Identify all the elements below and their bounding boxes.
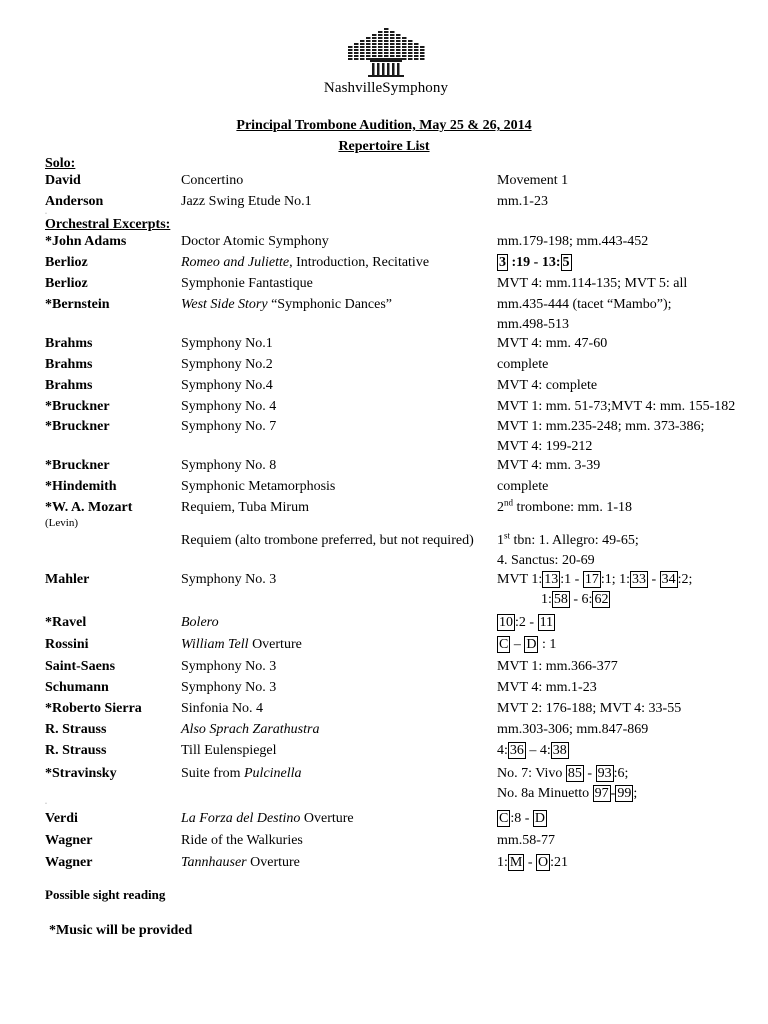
rehearsal-mark: C (499, 637, 509, 652)
composer: *Bernstein (45, 297, 110, 312)
document-title: Principal Trombone Audition, May 25 & 26, 2014 (236, 118, 532, 133)
excerpt-text: – 4: (525, 743, 551, 758)
repertoire-row (0, 458, 768, 478)
repertoire-row (0, 357, 768, 377)
composer: Verdi (45, 811, 78, 826)
work-title: Till Eulenspiegel (181, 743, 277, 758)
work-title: Sinfonia No. 4 (181, 701, 264, 716)
work-title: Ride of the Walkuries (181, 833, 303, 848)
composer: Wagner (45, 855, 93, 870)
excerpt-continued: 4. Sanctus: 20-69 (497, 553, 595, 568)
rehearsal-mark: 58 (553, 592, 568, 607)
work-title-italic: Romeo and Juliette (181, 255, 290, 270)
rehearsal-mark: 17 (584, 572, 599, 587)
rehearsal-mark: 13 (544, 572, 559, 587)
excerpt-text: :2; (677, 572, 693, 587)
repertoire-row (0, 479, 768, 499)
note-sight-reading: Possible sight reading (45, 887, 166, 902)
excerpt: MVT 1: mm.235-248; mm. 373-386; (497, 419, 705, 434)
excerpt (497, 637, 556, 653)
work-title: Concertino (181, 173, 244, 188)
repertoire-row (0, 378, 768, 398)
excerpt: MVT 4: mm.114-135; MVT 5: all (497, 276, 688, 291)
excerpt: complete (497, 479, 549, 494)
repertoire-row (0, 659, 768, 679)
repertoire-row (0, 399, 768, 419)
work-title (181, 722, 319, 738)
excerpt: Movement 1 (497, 173, 569, 188)
work-title: Jazz Swing Etude No.1 (181, 194, 312, 209)
excerpt (497, 811, 547, 827)
excerpt-text: ; (633, 786, 638, 801)
excerpt: MVT 4: mm.1-23 (497, 680, 597, 695)
work-title-italic: Bolero (181, 615, 219, 630)
composer: Saint-Saens (45, 659, 116, 674)
work-title: Symphony No.2 (181, 357, 273, 372)
excerpt (497, 855, 568, 871)
excerpt-text: - (647, 572, 660, 587)
work-prefix: Suite from (181, 766, 244, 781)
excerpt-continued (497, 786, 637, 802)
composer: *Hindemith (45, 479, 117, 494)
excerpt-text: 2 (497, 500, 504, 515)
work-title: Symphony No.4 (181, 378, 273, 393)
rehearsal-mark: 97 (594, 786, 609, 801)
excerpt: MVT 1: mm.366-377 (497, 659, 618, 674)
work-title: Symphony No. 3 (181, 680, 277, 695)
excerpt-continued: mm.498-513 (497, 317, 569, 332)
note-music-provided: *Music will be provided (49, 923, 193, 938)
excerpt-text: 4: (497, 743, 508, 758)
excerpt-text: :19 - 13: (508, 255, 561, 270)
repertoire-row (0, 194, 768, 214)
composer: Wagner (45, 833, 93, 848)
excerpt: mm.58-77 (497, 833, 555, 848)
work-suffix: Overture (248, 637, 302, 652)
excerpt-text: - (583, 766, 596, 781)
work-title-italic: La Forza del Destino (181, 811, 301, 826)
repertoire-row (0, 497, 768, 529)
work-title (181, 615, 219, 631)
rehearsal-mark: 85 (567, 766, 582, 781)
excerpt-text: : 1 (538, 637, 557, 652)
work-suffix: Overture (300, 811, 354, 826)
composer: *Bruckner (45, 419, 110, 434)
excerpt-text: :1 - (560, 572, 583, 587)
work-title (181, 855, 300, 871)
excerpt (497, 766, 628, 782)
work-title: Symphony No. 7 (181, 419, 277, 434)
composer: *Bruckner (45, 399, 110, 414)
repertoire-row (0, 615, 768, 635)
work-title: Symphony No. 8 (181, 458, 277, 473)
rehearsal-mark: M (509, 855, 523, 870)
repertoire-row (0, 419, 768, 454)
repertoire-row (0, 234, 768, 254)
excerpt: MVT 4: mm. 3-39 (497, 458, 601, 473)
repertoire-row (0, 336, 768, 356)
composer: Schumann (45, 680, 109, 695)
rehearsal-mark: D (534, 811, 546, 826)
composer: Rossini (45, 637, 89, 652)
organ-pipes-icon (340, 14, 432, 78)
excerpt-text: - (524, 855, 537, 870)
excerpt-text: 1 (497, 533, 504, 548)
ordinal-suffix: st (504, 530, 511, 541)
excerpt-text: No. 8a Minuetto (497, 786, 593, 801)
composer: Mahler (45, 572, 90, 587)
excerpt-text: trombone: mm. 1-18 (513, 500, 632, 515)
excerpt-text: tbn: 1. Allegro: 49-65; (510, 533, 639, 548)
excerpt: mm.435-444 (tacet “Mambo”); (497, 297, 672, 312)
rehearsal-mark: 33 (631, 572, 646, 587)
rehearsal-mark: 93 (597, 766, 612, 781)
composer: Berlioz (45, 276, 88, 291)
repertoire-row (0, 572, 768, 607)
rehearsal-mark: 10 (499, 615, 513, 630)
excerpt-text: :2 - (515, 615, 538, 630)
excerpt-text: MVT 1: (497, 572, 543, 587)
composer: *Ravel (45, 615, 87, 630)
work-title: Requiem, Tuba Mirum (181, 500, 309, 515)
ordinal-suffix: nd (504, 497, 513, 508)
composer: *W. A. Mozart (45, 500, 133, 515)
composer: Anderson (45, 194, 104, 209)
excerpt: mm.179-198; mm.443-452 (497, 234, 649, 249)
excerpt: mm.303-306; mm.847-869 (497, 722, 649, 737)
excerpt: MVT 4: mm. 47-60 (497, 336, 608, 351)
composer: R. Strauss (45, 722, 107, 737)
composer: *Roberto Sierra (45, 701, 142, 716)
composer: David (45, 173, 81, 188)
work-title (181, 637, 302, 653)
excerpt-text: :6; (613, 766, 629, 781)
repertoire-row (0, 173, 768, 193)
composer: *Bruckner (45, 458, 110, 473)
excerpt-text: 1: (497, 855, 508, 870)
rehearsal-mark: 3 (499, 255, 506, 270)
repertoire-row (0, 297, 768, 332)
work-title: Doctor Atomic Symphony (181, 234, 329, 249)
excerpt (497, 530, 639, 549)
rehearsal-mark: 99 (617, 786, 632, 801)
work-title: Symphony No.1 (181, 336, 273, 351)
excerpt-text: - (610, 786, 616, 801)
stray-mark: · (45, 801, 47, 807)
work-title-italic: William Tell (181, 637, 249, 652)
repertoire-row (0, 255, 768, 275)
work-title (181, 255, 429, 271)
work-suffix: “Symphonic Dances” (267, 297, 393, 312)
repertoire-row (0, 701, 768, 721)
excerpt (497, 497, 632, 516)
repertoire-row (0, 722, 768, 742)
composer: R. Strauss (45, 743, 107, 758)
repertoire-row (0, 530, 768, 568)
rehearsal-mark: D (526, 637, 537, 652)
work-title: Symphonic Metamorphosis (181, 479, 336, 494)
work-title (181, 811, 354, 827)
work-title (181, 766, 302, 782)
rehearsal-mark: 38 (552, 743, 567, 758)
composer: *John Adams (45, 234, 127, 249)
composer-note: (Levin) (45, 517, 78, 529)
document-subtitle: Repertoire List (338, 139, 430, 154)
excerpt-text: - 6: (569, 592, 593, 607)
work-title: Symphonie Fantastique (181, 276, 313, 291)
composer: *Stravinsky (45, 766, 117, 781)
work-title (181, 297, 392, 313)
rehearsal-mark: C (499, 811, 509, 826)
work-title-italic: Also Sprach Zarathustra (181, 722, 320, 737)
section-solo: Solo: (45, 156, 76, 171)
rehearsal-mark: 62 (594, 592, 609, 607)
rehearsal-mark: 36 (509, 743, 524, 758)
excerpt (497, 255, 572, 271)
work-title-italic: West Side Story (181, 297, 268, 312)
excerpt-text: 1: (541, 592, 552, 607)
work-title-italic: Pulcinella (244, 766, 302, 781)
nashville-symphony-logo (318, 14, 454, 97)
excerpt-text: :8 - (510, 811, 533, 826)
excerpt: MVT 4: complete (497, 378, 598, 393)
repertoire-row (0, 766, 768, 801)
excerpt (497, 572, 692, 588)
excerpt-continued: MVT 4: 199-212 (497, 439, 593, 454)
rehearsal-mark: 5 (562, 255, 570, 270)
section-orchestral: Orchestral Excerpts: (45, 217, 171, 232)
composer: Brahms (45, 336, 93, 351)
work-title: Requiem (alto trombone preferred, but not required) (181, 533, 474, 548)
excerpt: MVT 2: 176-188; MVT 4: 33-55 (497, 701, 682, 716)
repertoire-row (0, 833, 768, 853)
excerpt-text: :21 (550, 855, 569, 870)
rehearsal-mark: O (538, 855, 549, 870)
work-suffix: , Introduction, Recitative (289, 255, 430, 270)
excerpt (497, 615, 555, 631)
work-suffix: Overture (246, 855, 300, 870)
composer: Brahms (45, 378, 93, 393)
org-name: NashvilleSymphony (323, 80, 449, 96)
repertoire-row (0, 680, 768, 700)
repertoire-row (0, 855, 768, 875)
excerpt: MVT 1: mm. 51-73;MVT 4: mm. 155-182 (497, 399, 736, 414)
excerpt: complete (497, 357, 549, 372)
repertoire-row (0, 276, 768, 296)
excerpt: mm.1-23 (497, 194, 548, 209)
composer: Berlioz (45, 255, 88, 270)
work-title-italic: Tannhauser (181, 855, 247, 870)
repertoire-row (0, 743, 768, 763)
excerpt-text: :1; 1: (600, 572, 630, 587)
stray-mark: · (45, 211, 47, 217)
excerpt-continued (541, 592, 610, 608)
rehearsal-mark: 11 (539, 615, 554, 630)
repertoire-row (0, 637, 768, 657)
work-title: Symphony No. 3 (181, 659, 277, 674)
excerpt (497, 743, 569, 759)
repertoire-row (0, 811, 768, 831)
excerpt-text: No. 7: Vivo (497, 766, 566, 781)
work-title: Symphony No. 4 (181, 399, 277, 414)
composer: Brahms (45, 357, 93, 372)
work-title: Symphony No. 3 (181, 572, 277, 587)
excerpt-text: – (510, 637, 525, 652)
rehearsal-mark: 34 (661, 572, 676, 587)
